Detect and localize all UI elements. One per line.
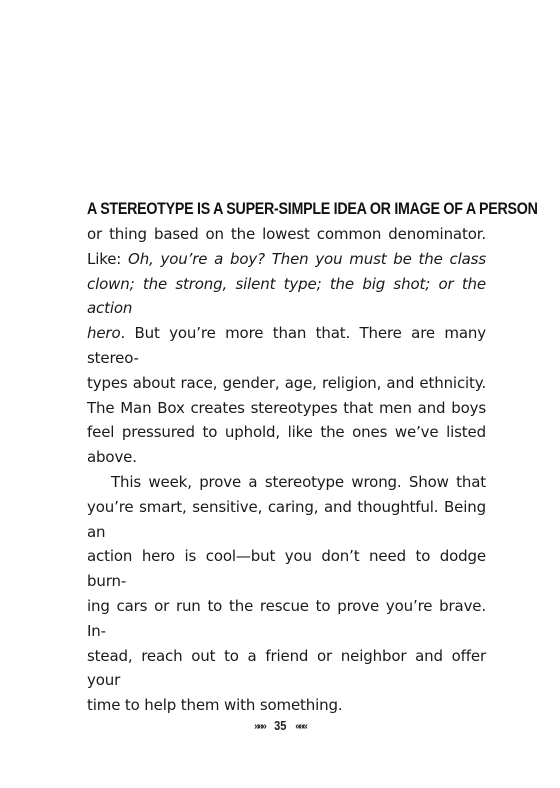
text-line: action hero is cool—but you don’t need to dodge burn- — [87, 547, 486, 591]
text-line — [87, 247, 486, 272]
italic-text: hero — [87, 324, 121, 343]
text-line: This week, prove a stereotype wrong. Show that — [111, 472, 486, 491]
paragraph-2 — [87, 470, 486, 718]
text-span: Like: — [87, 249, 129, 268]
text-line: time to help them with something. — [87, 696, 343, 715]
section-heading: A STEREOTYPE IS A SUPER-SIMPLE IDEA OR IMAGE OF A PERSON — [87, 200, 538, 218]
page-content — [87, 196, 538, 718]
page-number: 35 — [273, 718, 287, 733]
arrow-ornament-icon: ««« — [295, 721, 306, 733]
italic-text: clown; the strong, silent type; the big shot; or the action — [87, 274, 486, 318]
paragraph-1 — [87, 222, 486, 470]
text-line: or thing based on the lowest common denominator. — [87, 225, 486, 243]
page-footer — [0, 718, 560, 733]
text-line: The Man Box creates stereotypes that men and boys — [87, 398, 486, 417]
text-line: you’re smart, sensitive, caring, and thoughtful. Being an — [87, 497, 486, 541]
text-line: ing cars or run to the rescue to prove you’re brave. In- — [87, 596, 486, 640]
text-span: . But you’re more than that. There are many stereo- — [87, 324, 486, 367]
text-line — [87, 321, 486, 371]
text-line: above. — [87, 448, 137, 467]
text-line — [87, 272, 486, 322]
text-line: types about race, gender, age, religion, and ethnicity. — [87, 373, 486, 392]
italic-text: Oh, you’re a boy? Then you must be the class — [128, 249, 487, 268]
arrow-ornament-icon: »»» — [254, 721, 265, 733]
text-line: stead, reach out to a friend or neighbor and offer your — [87, 646, 486, 690]
text-line: feel pressured to uphold, like the ones we’ve listed — [87, 423, 486, 442]
